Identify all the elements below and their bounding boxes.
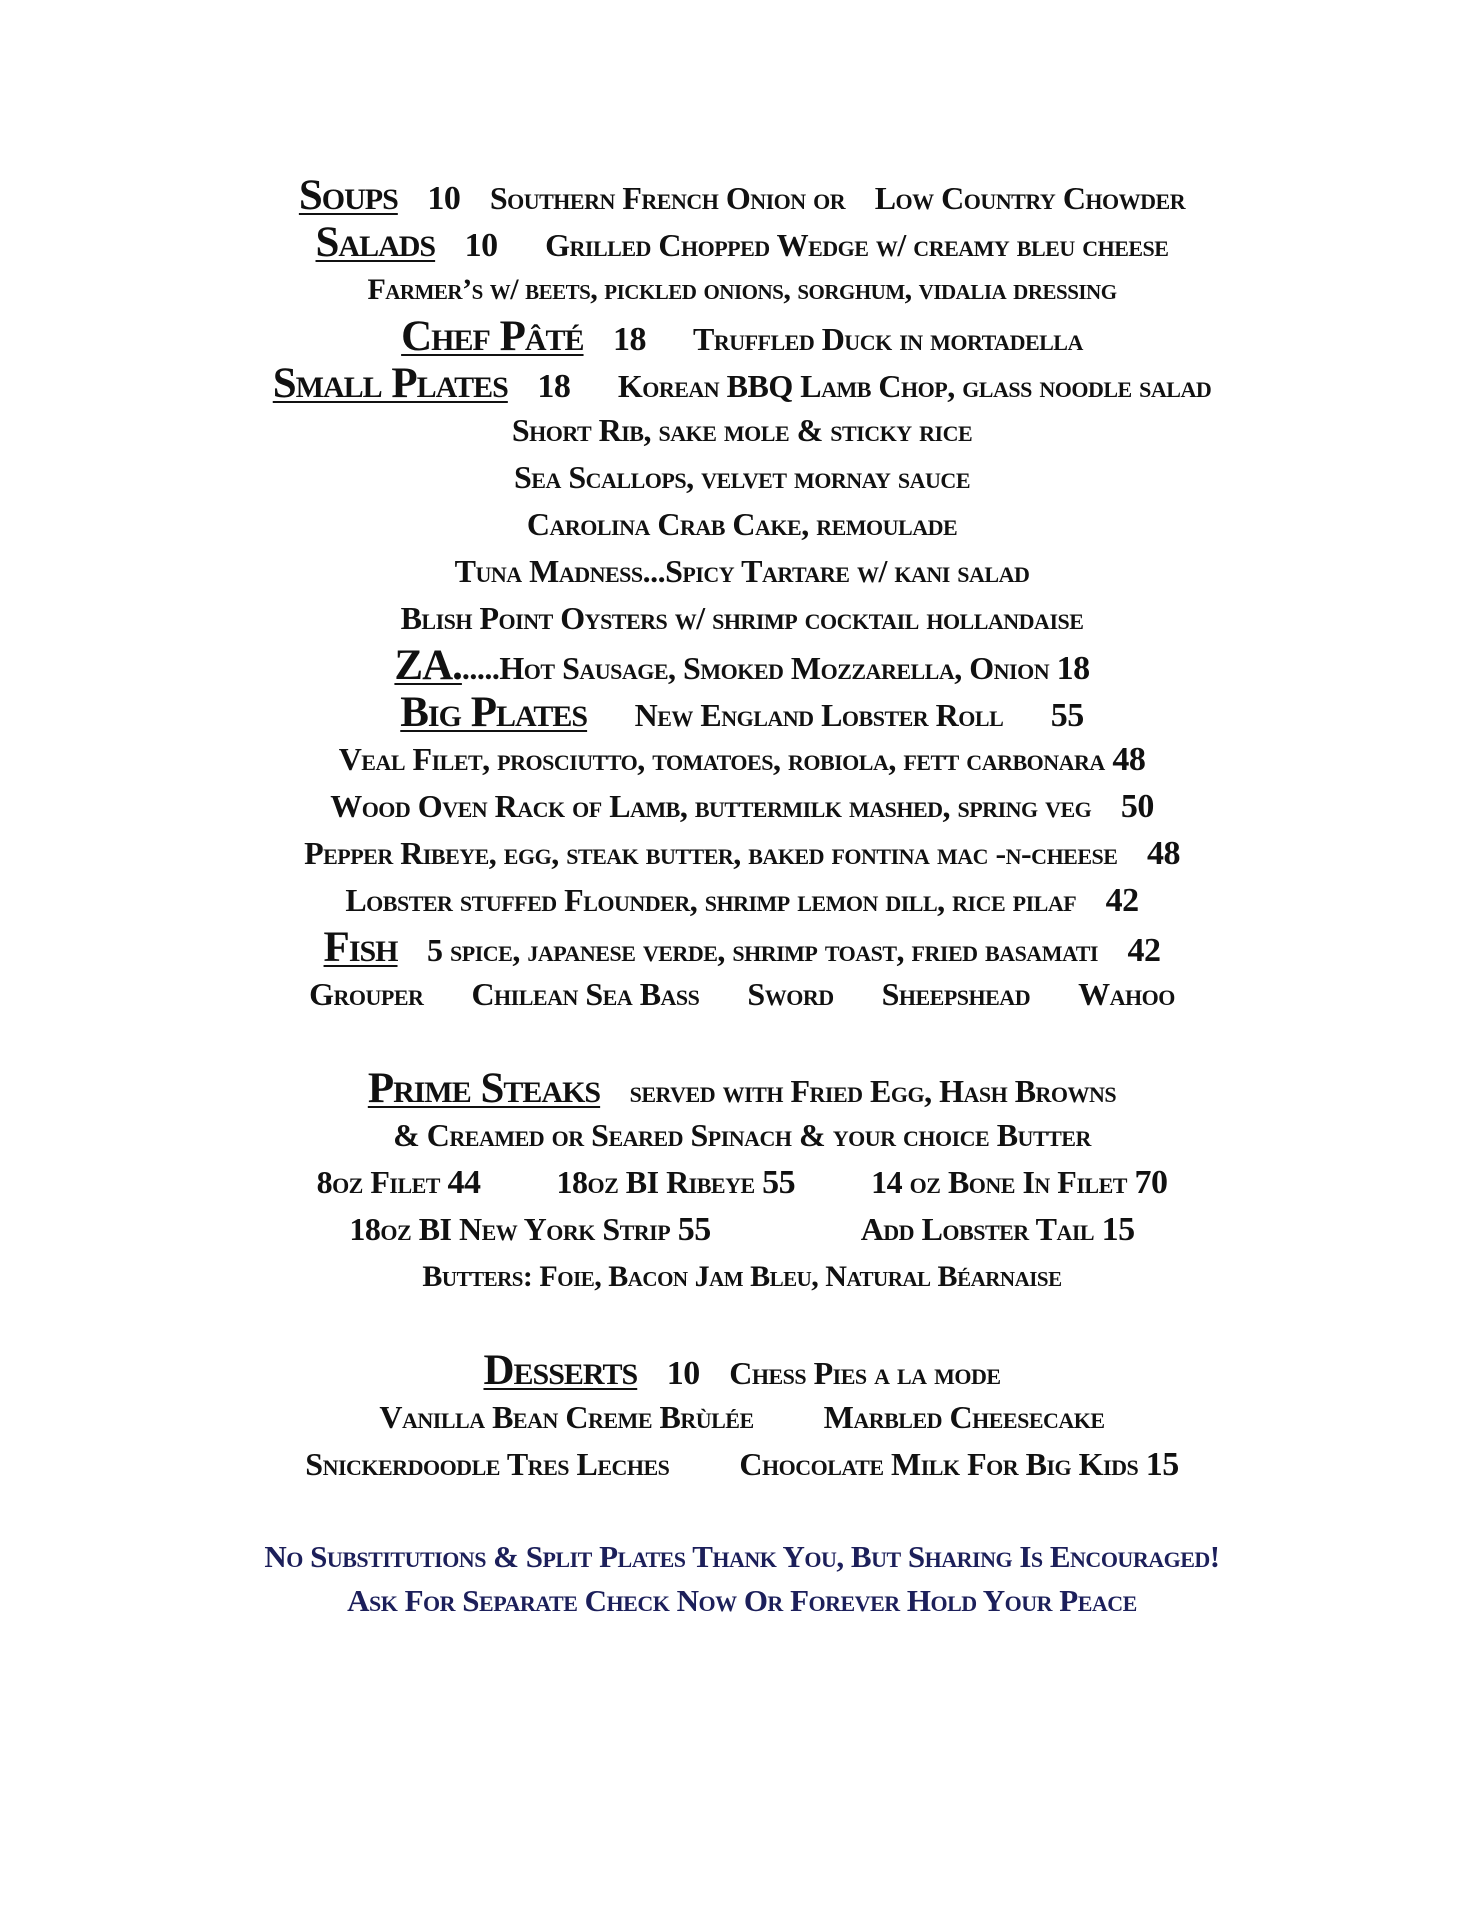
butters-line [0,1253,1484,1300]
steak-name: 18oz BI Ribeye [556,1164,755,1200]
steak-option [556,1159,795,1206]
za-line [0,642,1484,689]
salads-line-2 [0,266,1484,313]
steak-option [349,1206,710,1253]
big-plates-first-price: 55 [1050,697,1084,734]
salads-item-2: Farmer’s w/ beets, pickled onions, sorghum, vidalia dressing [367,273,1117,306]
steak-price: 55 [762,1164,796,1201]
big-plates-price: 42 [1105,882,1139,919]
big-plates-row [0,783,1484,830]
fish-option: Chilean Sea Bass [471,976,700,1012]
small-plates-row [0,548,1484,595]
big-plates-row [0,736,1484,783]
big-plates-price: 50 [1120,788,1154,825]
big-plates-item: Pepper Ribeye, egg, steak butter, baked fontina mac -n-cheese [304,835,1118,871]
fish-text: 5 spice, japanese verde, shrimp toast, fried basamati [427,932,1098,968]
big-plates-line [0,689,1484,736]
prime-steaks-row-2 [0,1206,1484,1253]
dessert-special-price: 15 [1145,1446,1179,1483]
chef-pate-heading: Chef Pâté [401,313,584,360]
steak-name: 18oz BI New York Strip [349,1211,671,1247]
fish-line [0,924,1484,971]
big-plates-row [0,830,1484,877]
prime-steaks-intro-line [0,1112,1484,1159]
steak-name: 14 oz Bone In Filet [871,1164,1127,1200]
salads-price: 10 [464,227,498,264]
dessert-item: Snickerdoodle Tres Leches [305,1446,670,1482]
prime-steaks-row-1 [0,1159,1484,1206]
soups-item-1: Southern French Onion or [489,180,846,216]
big-plates-item: Lobster stuffed Flounder, shrimp lemon dill, rice pilaf [345,882,1077,918]
za-price: 18 [1056,650,1090,687]
dessert-special-name: Chocolate Milk For Big Kids [739,1446,1139,1482]
fish-option: Grouper [309,976,424,1012]
section-spacer [0,1488,1484,1535]
soups-line [0,172,1484,219]
small-plates-item: Tuna Madness...Spicy Tartare w/ kani salad [454,553,1030,589]
soups-heading: Soups [298,172,398,219]
big-plates-first-item: New England Lobster Roll [634,697,1004,733]
small-plates-item: Carolina Crab Cake, remoulade [526,506,958,542]
small-plates-heading: Small Plates [272,360,508,407]
soups-price: 10 [427,180,461,217]
fish-option: Sheepshead [881,976,1031,1012]
small-plates-line [0,360,1484,407]
big-plates-heading: Big Plates [400,689,588,736]
steak-option [861,1206,1135,1253]
small-plates-item: Sea Scallops, velvet mornay sauce [514,459,970,495]
dessert-item: Marbled Cheesecake [823,1399,1105,1435]
steak-option [871,1159,1167,1206]
desserts-heading: Desserts [483,1347,638,1394]
chef-pate-line [0,313,1484,360]
chef-pate-item: Truffled Duck in mortadella [692,321,1083,357]
desserts-line [0,1347,1484,1394]
big-plates-row [0,877,1484,924]
desserts-price: 10 [666,1355,700,1392]
za-heading: ZA. [394,642,462,689]
section-spacer [0,1018,1484,1065]
fish-option: Sword [747,976,834,1012]
small-plates-row [0,454,1484,501]
steak-price: 70 [1134,1164,1168,1201]
fish-heading: Fish [323,924,398,971]
desserts-row-2 [0,1441,1484,1488]
steak-option [317,1159,481,1206]
big-plates-price: 48 [1112,741,1146,778]
small-plates-price: 18 [537,368,571,405]
footer-line-2: Ask For Separate Check Now Or Forever Hold Your Peace [347,1583,1137,1618]
soups-item-2: Low Country Chowder [874,180,1186,216]
steak-name: Add Lobster Tail [860,1211,1095,1247]
big-plates-price: 48 [1146,835,1180,872]
footer [0,1535,1484,1623]
prime-steaks-intro: served with Fried Egg, Hash Browns [629,1073,1117,1109]
dessert-item: Vanilla Bean Creme Brùlée [379,1399,754,1435]
salads-item-1: Grilled Chopped Wedge w/ creamy bleu cheese [545,227,1169,263]
footer-line-1: No Substitutions & Split Plates Thank You, But Sharing Is Encouraged! [264,1539,1220,1574]
dessert-special [739,1441,1178,1488]
steak-price: 15 [1101,1211,1135,1248]
prime-steaks-line [0,1065,1484,1112]
chef-pate-price: 18 [613,321,647,358]
section-spacer [0,1300,1484,1347]
fish-options [0,971,1484,1018]
big-plates-item: Veal Filet, prosciutto, tomatoes, robiola, fett carbonara [338,741,1105,777]
salads-heading: Salads [315,219,436,266]
steak-price: 44 [447,1164,481,1201]
small-plates-item: Korean BBQ Lamb Chop, glass noodle salad [617,368,1212,404]
fish-option: Wahoo [1078,976,1175,1012]
steak-price: 55 [677,1211,711,1248]
big-plates-item: Wood Oven Rack of Lamb, buttermilk mashed, spring veg [330,788,1092,824]
small-plates-row [0,595,1484,642]
small-plates-item: Blish Point Oysters w/ shrimp cocktail hollandaise [400,600,1084,636]
prime-steaks-intro-2: & Creamed or Seared Spinach & your choice Butter [393,1117,1091,1153]
desserts-row-1 [0,1394,1484,1441]
salads-line [0,219,1484,266]
fish-price: 42 [1127,932,1161,969]
desserts-first-item: Chess Pies a la mode [729,1355,1001,1391]
small-plates-row [0,407,1484,454]
za-text: .....Hot Sausage, Smoked Mozzarella, Onion [461,650,1050,686]
butters-text: Butters: Foie, Bacon Jam Bleu, Natural Béarnaise [422,1260,1062,1293]
steak-name: 8oz Filet [316,1164,440,1200]
prime-steaks-heading: Prime Steaks [367,1065,601,1112]
small-plates-item: Short Rib, sake mole & sticky rice [511,412,973,448]
small-plates-row [0,501,1484,548]
menu [0,172,1484,1623]
